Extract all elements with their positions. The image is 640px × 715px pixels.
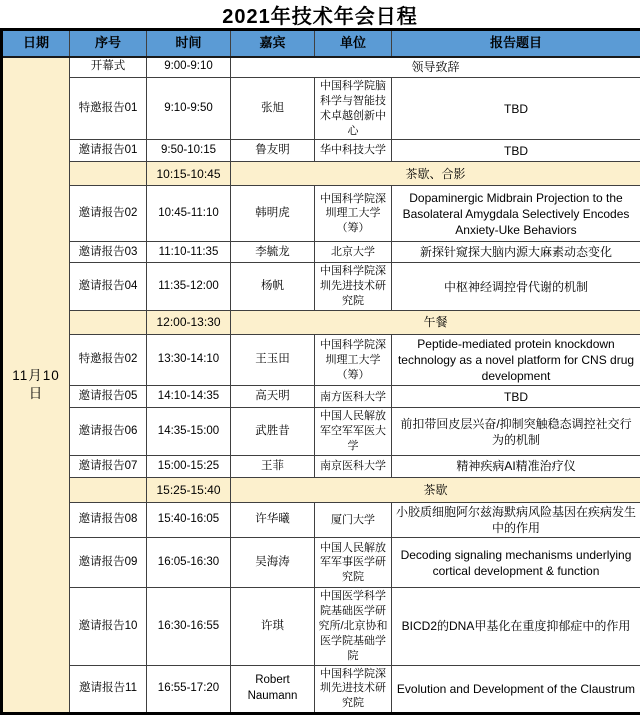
session-time: 15:40-16:05 [147, 503, 231, 538]
talk-title: 新探针窥探大脑内源大麻素动态变化 [392, 242, 640, 263]
session-time: 16:05-16:30 [147, 538, 231, 588]
talk-title: 中枢神经调控骨代谢的机制 [392, 263, 640, 311]
guest-name: 鲁友明 [231, 140, 315, 162]
talk-title: 精神疾病AI精准治疗仪 [392, 456, 640, 478]
break-time: 12:00-13:30 [147, 310, 231, 334]
col-header-date: 日期 [2, 30, 70, 57]
break-empty [70, 478, 147, 503]
guest-name: Robert Naumann [231, 665, 315, 714]
session-no: 邀请报告06 [70, 408, 147, 456]
talk-title: Peptide-mediated protein knockdown technology as a novel platform for CNS drug development [392, 334, 640, 386]
talk-title: 前扣带回皮层兴奋/抑制突触稳态调控社交行为的机制 [392, 408, 640, 456]
session-no: 邀请报告08 [70, 503, 147, 538]
session-row [2, 78, 640, 140]
guest-name: 武胜昔 [231, 408, 315, 456]
session-row [2, 538, 640, 588]
org-name: 华中科技大学 [315, 140, 392, 162]
session-time: 15:00-15:25 [147, 456, 231, 478]
talk-title: BICD2的DNA甲基化在重度抑郁症中的作用 [392, 588, 640, 665]
session-row [2, 665, 640, 714]
session-time: 16:30-16:55 [147, 588, 231, 665]
session-row [2, 140, 640, 162]
session-row [2, 263, 640, 311]
talk-title: Evolution and Development of the Claustrum [392, 665, 640, 714]
talk-title: 小胶质细胞阿尔兹海默病风险基因在疾病发生中的作用 [392, 503, 640, 538]
session-no: 邀请报告03 [70, 242, 147, 263]
break-row [2, 162, 640, 186]
break-empty [70, 310, 147, 334]
org-name: 北京大学 [315, 242, 392, 263]
session-time: 9:00-9:10 [147, 57, 231, 78]
guest-name: 许华曦 [231, 503, 315, 538]
guest-name: 杨帆 [231, 263, 315, 311]
org-name: 中国科学院深圳先进技术研究院 [315, 665, 392, 714]
org-name: 中国科学院深圳理工大学（筹） [315, 334, 392, 386]
break-empty [70, 162, 147, 186]
guest-name: 李毓龙 [231, 242, 315, 263]
guest-name: 许琪 [231, 588, 315, 665]
guest-name: 高天明 [231, 386, 315, 408]
guest-name: 韩明虎 [231, 186, 315, 242]
talk-title: Dopaminergic Midbrain Projection to the Basolateral Amygdala Selectively Encodes Anxiety-Uke Behaviors [392, 186, 640, 242]
talk-title: TBD [392, 78, 640, 140]
session-time: 14:10-14:35 [147, 386, 231, 408]
session-no: 邀请报告01 [70, 140, 147, 162]
opening-row [2, 57, 640, 78]
break-label: 茶歇、合影 [231, 162, 640, 186]
org-name: 南京医科大学 [315, 456, 392, 478]
break-label: 茶歇 [231, 478, 640, 503]
session-time: 9:10-9:50 [147, 78, 231, 140]
talk-title: TBD [392, 140, 640, 162]
org-name: 中国科学院脑科学与智能技术卓越创新中心 [315, 78, 392, 140]
session-no: 邀请报告07 [70, 456, 147, 478]
org-name: 中国医学科学院基础医学研究所/北京协和医学院基础学院 [315, 588, 392, 665]
org-name: 中国科学院深圳理工大学（筹） [315, 186, 392, 242]
col-header-topic: 报告题目 [392, 30, 640, 57]
break-time: 10:15-10:45 [147, 162, 231, 186]
header-row [2, 30, 640, 57]
session-no: 开幕式 [70, 57, 147, 78]
col-header-org: 单位 [315, 30, 392, 57]
session-time: 11:10-11:35 [147, 242, 231, 263]
session-time: 14:35-15:00 [147, 408, 231, 456]
page-title: 2021年技术年会日程 [0, 0, 640, 28]
org-name: 厦门大学 [315, 503, 392, 538]
session-row [2, 386, 640, 408]
guest-name: 王菲 [231, 456, 315, 478]
session-no: 邀请报告02 [70, 186, 147, 242]
date-cell: 11月10日 [2, 57, 70, 714]
session-row [2, 242, 640, 263]
col-header-time: 时间 [147, 30, 231, 57]
schedule-table [0, 28, 640, 715]
session-row [2, 503, 640, 538]
session-time: 16:55-17:20 [147, 665, 231, 714]
session-time: 9:50-10:15 [147, 140, 231, 162]
session-row [2, 456, 640, 478]
session-row [2, 408, 640, 456]
session-no: 邀请报告05 [70, 386, 147, 408]
break-row [2, 310, 640, 334]
session-row [2, 334, 640, 386]
talk-title: Decoding signaling mechanisms underlying cortical development & function [392, 538, 640, 588]
org-name: 中国科学院深圳先进技术研究院 [315, 263, 392, 311]
session-time: 11:35-12:00 [147, 263, 231, 311]
session-no: 邀请报告04 [70, 263, 147, 311]
talk-title: TBD [392, 386, 640, 408]
guest-name: 张旭 [231, 78, 315, 140]
org-name: 中国人民解放军军事医学研究院 [315, 538, 392, 588]
guest-name: 王玉田 [231, 334, 315, 386]
session-no: 邀请报告09 [70, 538, 147, 588]
col-header-no: 序号 [70, 30, 147, 57]
session-row [2, 186, 640, 242]
opening-label: 领导致辞 [231, 57, 640, 78]
org-name: 南方医科大学 [315, 386, 392, 408]
org-name: 中国人民解放军空军军医大学 [315, 408, 392, 456]
session-time: 10:45-11:10 [147, 186, 231, 242]
break-time: 15:25-15:40 [147, 478, 231, 503]
session-time: 13:30-14:10 [147, 334, 231, 386]
guest-name: 吴海涛 [231, 538, 315, 588]
session-row [2, 588, 640, 665]
session-no: 特邀报告01 [70, 78, 147, 140]
break-row [2, 478, 640, 503]
session-no: 邀请报告10 [70, 588, 147, 665]
col-header-guest: 嘉宾 [231, 30, 315, 57]
break-label: 午餐 [231, 310, 640, 334]
session-no: 邀请报告11 [70, 665, 147, 714]
session-no: 特邀报告02 [70, 334, 147, 386]
